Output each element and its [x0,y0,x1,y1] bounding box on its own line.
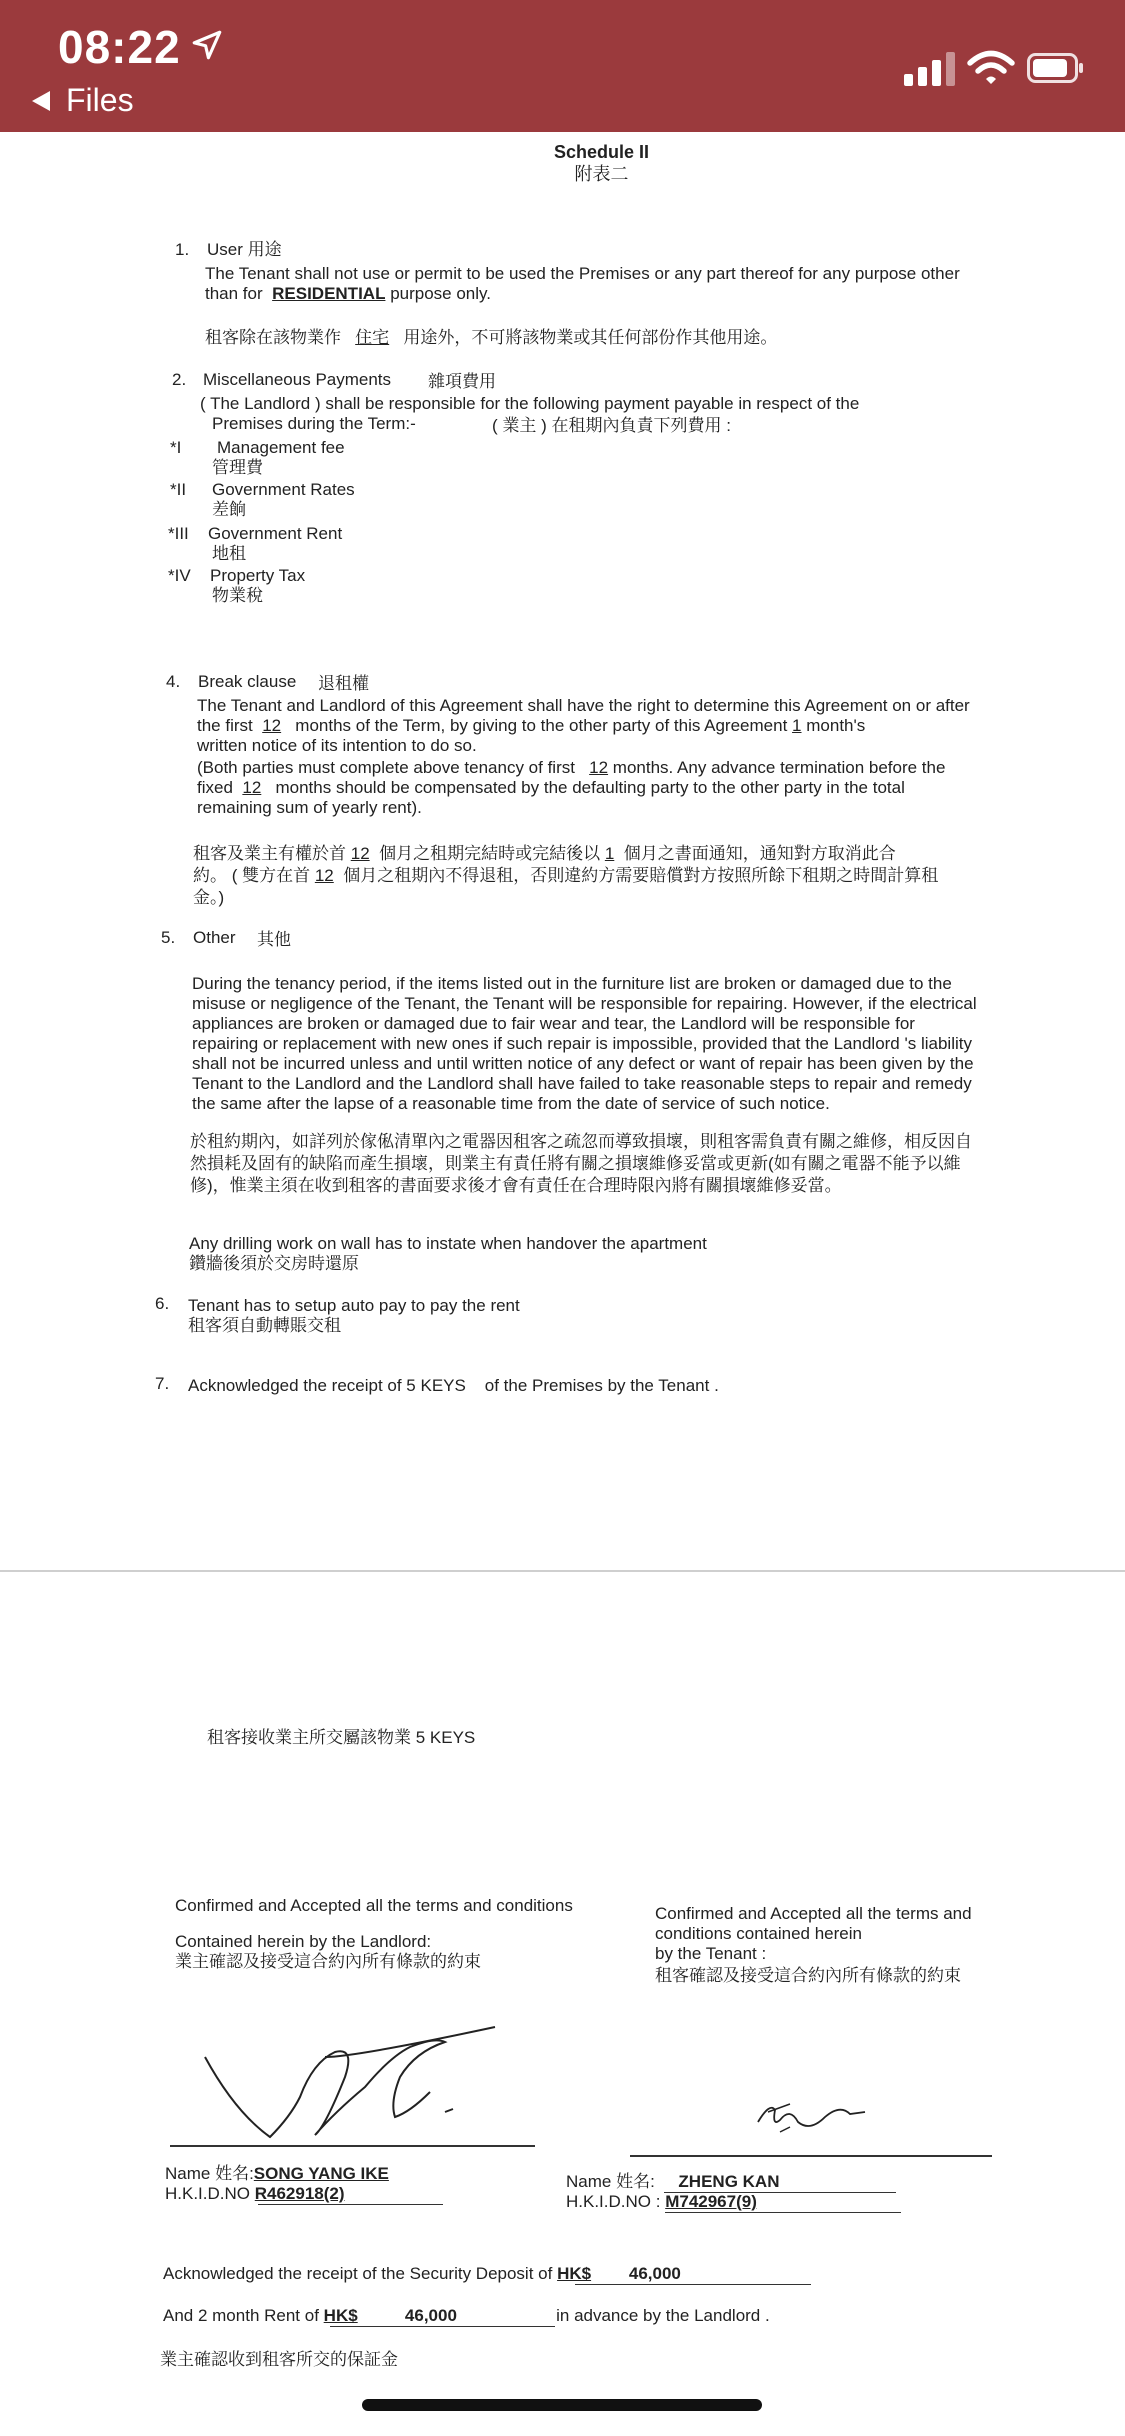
section-5-heading-zh: 其他 [257,930,291,949]
status-time: 08:22 [58,21,181,73]
section-4-line6: remaining sum of yearly rent). [197,798,422,817]
back-triangle-icon [30,89,54,113]
section-4-line5: fixed 12 months should be compensated by the defaulting party to the other party in the total [197,778,905,797]
section-5-para-line: appliances are broken or damaged due to fair wear and tear, the Landlord will be responsible for [192,1014,915,1033]
back-to-files-button[interactable] [30,82,134,119]
tenant-confirm-zh: 租客確認及接受這合約內所有條款的約束 [655,1966,961,1985]
keys-received-zh: 租客接收業主所交屬該物業 5 KEYS [207,1728,476,1747]
section-5-para-line: misuse or negligence of the Tenant, the Tenant will be responsible for repairing. However, if the electrical [192,994,977,1013]
payment-item-mark: *IV [168,566,191,585]
section-2-line2: Premises during the Term:- [212,414,416,433]
landlord-hkid-row: H.K.I.D.NO R462918(2) [165,2184,345,2203]
section-4-heading-zh: 退租權 [318,674,369,693]
section-4-number: 4. [166,672,181,691]
tenant-confirm-line1: Confirmed and Accepted all the terms and [655,1904,972,1923]
tenant-signature [750,2092,870,2137]
section-5-para-line: During the tenancy period, if the items listed out in the furniture list are broken or damaged due to the [192,974,952,993]
payment-item-zh: 地租 [212,544,246,563]
deposit-zh: 業主確認收到租客所交的保証金 [160,2350,398,2369]
section-1-line1: The Tenant shall not use or permit to be used the Premises or any part thereof for any purpose other [205,264,960,283]
deposit-amount-underline [575,2284,811,2285]
section-6-text: Tenant has to setup auto pay to pay the rent [188,1296,520,1315]
section-4-line3: written notice of its intention to do so. [197,736,477,755]
wifi-icon [967,50,1015,86]
deposit-line1: Acknowledged the receipt of the Security Deposit of HK$ 46,000 [163,2264,681,2283]
payment-item-en: Government Rates [212,480,355,499]
section-5-para-line: shall not be incurred unless and until written notice of any defect or want of repair has been given by the [192,1054,974,1073]
section-5-zh-line: 修)，惟業主須在收到租客的書面要求後才會有責任在合理時限內將有關損壞維修妥當。 [190,1176,842,1195]
landlord-signature-line [170,2145,535,2147]
deposit-line2: And 2 month Rent of HK$ 46,000 in advance by the Landlord . [163,2306,770,2325]
landlord-signature [195,2017,505,2147]
section-5-number: 5. [161,928,176,947]
section-2-heading: Miscellaneous Payments [203,370,392,389]
section-7-text: Acknowledged the receipt of 5 KEYS of the Premises by the Tenant . [188,1376,719,1395]
payment-item-zh: 物業稅 [212,586,263,605]
schedule-title: Schedule II [553,142,650,162]
payment-item-en: Government Rent [208,524,343,543]
section-4-zh1: 租客及業主有權於首 12 個月之租期完結時或完結後以 1 個月之書面通知，通知對方取消此合 [193,844,896,863]
section-2-line2-zh: ( 業主 ) 在租期內負責下列費用 : [492,416,731,435]
status-nav-bar [0,0,1125,132]
landlord-hkid-underline [258,2204,443,2205]
landlord-confirm-zh: 業主確認及接受這合約內所有條款的約束 [175,1952,481,1971]
home-indicator[interactable] [362,2399,762,2411]
section-5-para-line: Tenant to the Landlord and the Landlord shall have failed to take reasonable steps to repair and remedy [192,1074,972,1093]
section-5-para-line: the same after the lapse of a reasonable time from the date of service of such notice. [192,1094,830,1113]
tenant-signature-line [630,2155,992,2157]
drilling-clause: Any drilling work on wall has to instate when handover the apartment [189,1234,707,1253]
tenant-hkid-underline [665,2212,901,2213]
purpose-value: RESIDENTIAL [272,284,386,303]
payment-item-zh: 管理費 [212,458,263,477]
document-viewer[interactable] [0,132,1125,2436]
payment-item-mark: *III [168,524,189,543]
drilling-clause-zh: 鑽牆後須於交房時還原 [189,1254,359,1273]
section-5-heading: Other [193,928,236,947]
section-1-number: 1. [175,240,190,259]
section-2-number: 2. [172,370,187,389]
payment-item-mark: *II [170,480,187,499]
section-4-zh2: 約。 ( 雙方在首 12 個月之租期內不得退租，否則違約方需要賠償對方按照所餘下租期之時間計算租 [193,866,939,885]
tenant-name: ZHENG KAN [678,2172,780,2191]
section-2-line1: ( The Landlord ) shall be responsible for the following payment payable in respect of the [200,394,860,413]
section-4-zh3: 金。) [193,888,225,907]
landlord-contained: Contained herein by the Landlord: [175,1932,432,1951]
battery-icon [1027,53,1085,83]
cellular-signal-icon [904,52,960,86]
tenant-name-row: Name 姓名: ZHENG KAN [566,2172,780,2191]
section-1-line2: than for RESIDENTIAL purpose only. [205,284,491,303]
payment-item-en: Property Tax [210,566,306,585]
section-5-zh-line: 於租約期內，如詳列於傢俬清單內之電器因租客之疏忽而導致損壞，則租客需負責有關之維修，相反因自 [190,1132,972,1151]
section-6-text-zh: 租客須自動轉賬交租 [188,1316,341,1335]
section-4-line4: (Both parties must complete above tenancy of first 12 months. Any advance termination before the [197,758,946,777]
landlord-name-row: Name 姓名:SONG YANG IKE [165,2164,389,2183]
section-5-para-line: repairing or replacement with new ones if such repair is impossible, provided that the Landlord 's liability [192,1034,972,1053]
tenant-confirm-line2: conditions contained herein [655,1924,862,1943]
tenant-hkid-row: H.K.I.D.NO : M742967(9) [566,2192,757,2211]
payment-item-mark: *I [170,438,182,457]
section-4-line1: The Tenant and Landlord of this Agreement shall have the right to determine this Agreement on or after [197,696,970,715]
page-separator [0,1570,1125,1572]
tenant-hkid: M742967(9) [665,2192,757,2211]
section-1-zh: 租客除在該物業作 住宅 用途外，不可將該物業或其任何部份作其他用途。 [205,328,778,347]
section-4-line2: the first 12 months of the Term, by giving to the other party of this Agreement 1 month's [197,716,866,735]
schedule-title-zh: 附表二 [574,164,629,184]
section-5-zh-line: 然損耗及固有的缺陷而產生損壞，則業主有責任將有關之損壞維修妥當或更新(如有關之電器不能予以維 [190,1154,961,1173]
section-7-number: 7. [155,1374,170,1393]
section-4-heading: Break clause [198,672,297,691]
payment-item-zh: 差餉 [212,500,246,519]
section-1-heading: User 用途 [207,240,282,259]
landlord-hkid: R462918(2) [254,2184,345,2203]
deposit-amount: 46,000 [628,2264,681,2283]
payment-item-en: Management fee [217,438,345,457]
location-arrow-icon [190,28,224,62]
back-label: Files [66,82,134,118]
rent-amount-underline [330,2326,555,2327]
rent-amount: 46,000 [404,2306,457,2325]
landlord-confirm: Confirmed and Accepted all the terms and conditions [175,1896,573,1915]
tenant-confirm-by: by the Tenant : [655,1944,767,1963]
section-6-number: 6. [155,1294,170,1313]
section-2-heading-zh: 雜項費用 [428,372,496,391]
landlord-name: SONG YANG IKE [253,2164,389,2183]
